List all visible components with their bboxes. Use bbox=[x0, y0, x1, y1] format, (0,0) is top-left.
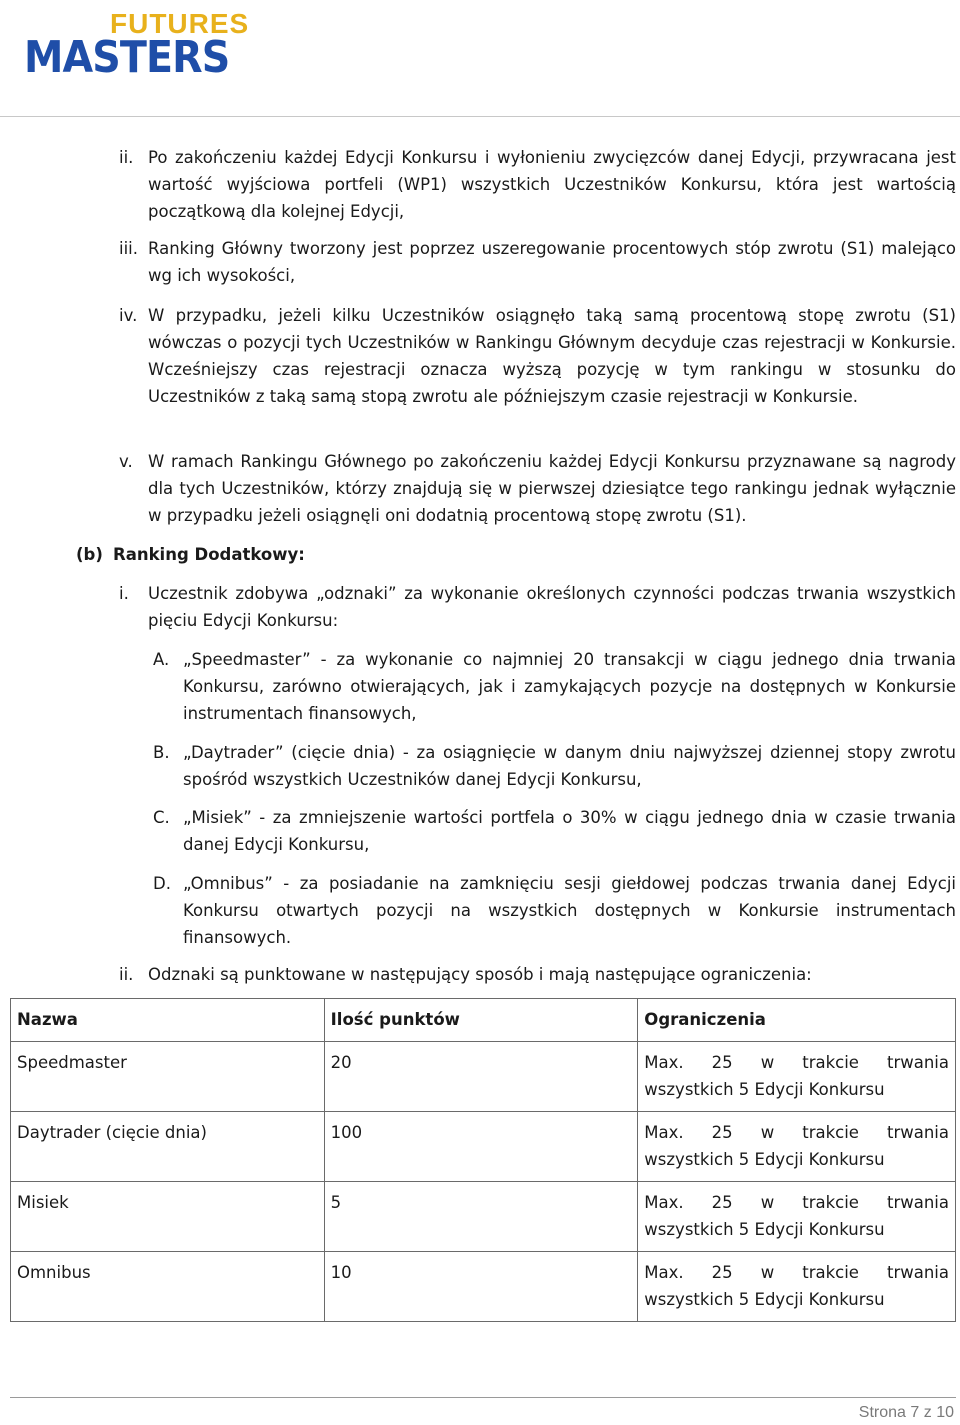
badge-description: „Omnibus” - za posiadanie na zamknięciu sesji giełdowej podczas trwania danej Edycji Konkursu otwartych pozycji na wszystkich dostępnych w Konkursie instrumentach finansowych. bbox=[183, 874, 956, 947]
table-row bbox=[11, 1182, 956, 1252]
footer-divider bbox=[10, 1397, 956, 1398]
item-number: v. bbox=[119, 452, 133, 471]
cell-points: 10 bbox=[324, 1252, 638, 1322]
table-row bbox=[11, 1112, 956, 1182]
table-row bbox=[11, 1252, 956, 1322]
paragraph-item: Odznaki są punktowane w następujący sposób i mają następujące ograniczenia: bbox=[148, 965, 812, 984]
cell-points: 5 bbox=[324, 1182, 638, 1252]
table-header-row bbox=[11, 999, 956, 1042]
section-heading bbox=[76, 541, 305, 568]
cell-name: Daytrader (cięcie dnia) bbox=[11, 1112, 325, 1182]
badge-letter: D. bbox=[153, 874, 171, 893]
cell-points: 20 bbox=[324, 1042, 638, 1112]
column-header-name: Nazwa bbox=[11, 999, 325, 1042]
cell-name: Speedmaster bbox=[11, 1042, 325, 1112]
section-label: (b) bbox=[76, 545, 103, 564]
item-number: iii. bbox=[119, 239, 138, 258]
table-row bbox=[11, 1042, 956, 1112]
cell-limit: Max. 25 w trakcie trwania wszystkich 5 Edycji Konkursu bbox=[638, 1042, 956, 1112]
badge-description: „Misiek” - za zmniejszenie wartości portfela o 30% w ciągu jednego dnia w czasie trwania danej Edycji Konkursu, bbox=[183, 808, 956, 854]
item-number: ii. bbox=[119, 148, 134, 167]
total-pages: 10 bbox=[936, 1404, 954, 1421]
page-word: Strona bbox=[858, 1404, 906, 1421]
logo-futures-text: FUTURES bbox=[110, 8, 250, 39]
column-header-points: Ilość punktów bbox=[324, 999, 638, 1042]
page-number bbox=[859, 1404, 954, 1422]
logo bbox=[24, 8, 250, 83]
column-header-limits: Ograniczenia bbox=[638, 999, 956, 1042]
badge-letter: B. bbox=[153, 743, 170, 762]
paragraph-item: W przypadku, jeżeli kilku Uczestników osiągnęło taką samą procentową stopę zwrotu (S1) wówczas o pozycji tych Uczestników w Rankingu Głównym decyduje czas rejestracji w Konkursie. Wcześniejszy czas rejestracji oznacza wyższą pozycję w tym rankingu w stosunku do Uczestników z taką samą stopą zwrotu ale późniejszym czasie rejestracji w Konkursie. bbox=[148, 306, 956, 406]
badge-description: „Daytrader” (cięcie dnia) - za osiągnięcie w danym dniu najwyższej dziennej stopy zwrotu spośród wszystkich Uczestników danej Edycji Konkursu, bbox=[183, 743, 956, 789]
paragraph-item: W ramach Rankingu Głównego po zakończeniu każdej Edycji Konkursu przyznawane są nagrody dla tych Uczestników, którzy znajdują się w pierwszej dziesiątce tego rankingu jednak wyłącznie w przypadku jeżeli osiągnęli oni dodatnią procentową stopę zwrotu (S1). bbox=[148, 452, 956, 525]
header-divider bbox=[0, 116, 960, 117]
paragraph-item: Ranking Główny tworzony jest poprzez uszeregowanie procentowych stóp zwrotu (S1) malejąco wg ich wysokości, bbox=[148, 239, 956, 285]
item-number: ii. bbox=[119, 965, 134, 984]
cell-limit: Max. 25 w trakcie trwania wszystkich 5 Edycji Konkursu bbox=[638, 1182, 956, 1252]
badge-points-table bbox=[10, 998, 956, 1322]
badge-description: „Speedmaster” - za wykonanie co najmniej 20 transakcji w ciągu jednego dnia trwania Konkursu, zarówno otwierających, jak i zamykających pozycje na dostępnych w Konkursie instrumentach finansowych, bbox=[183, 650, 956, 723]
badge-letter: C. bbox=[153, 808, 170, 827]
cell-limit: Max. 25 w trakcie trwania wszystkich 5 Edycji Konkursu bbox=[638, 1252, 956, 1322]
cell-name: Omnibus bbox=[11, 1252, 325, 1322]
paragraph-item: Po zakończeniu każdej Edycji Konkursu i wyłonieniu zwycięzców danej Edycji, przywracana jest wartość wyjściowa portfeli (WP1) wszystkich Uczestników Konkursu, która jest wartością początkową dla kolejnej Edycji, bbox=[148, 148, 956, 221]
item-number: iv. bbox=[119, 306, 138, 325]
cell-name: Misiek bbox=[11, 1182, 325, 1252]
paragraph-item: Uczestnik zdobywa „odznaki” za wykonanie określonych czynności podczas trwania wszystkich pięciu Edycji Konkursu: bbox=[148, 584, 956, 630]
cell-points: 100 bbox=[324, 1112, 638, 1182]
current-page: 7 bbox=[910, 1404, 920, 1421]
section-title: Ranking Dodatkowy: bbox=[113, 545, 305, 564]
item-number: i. bbox=[119, 584, 129, 603]
badge-letter: A. bbox=[153, 650, 170, 669]
logo-masters-text: MASTERS bbox=[24, 32, 230, 83]
cell-limit: Max. 25 w trakcie trwania wszystkich 5 Edycji Konkursu bbox=[638, 1112, 956, 1182]
page-of: z bbox=[923, 1404, 932, 1421]
